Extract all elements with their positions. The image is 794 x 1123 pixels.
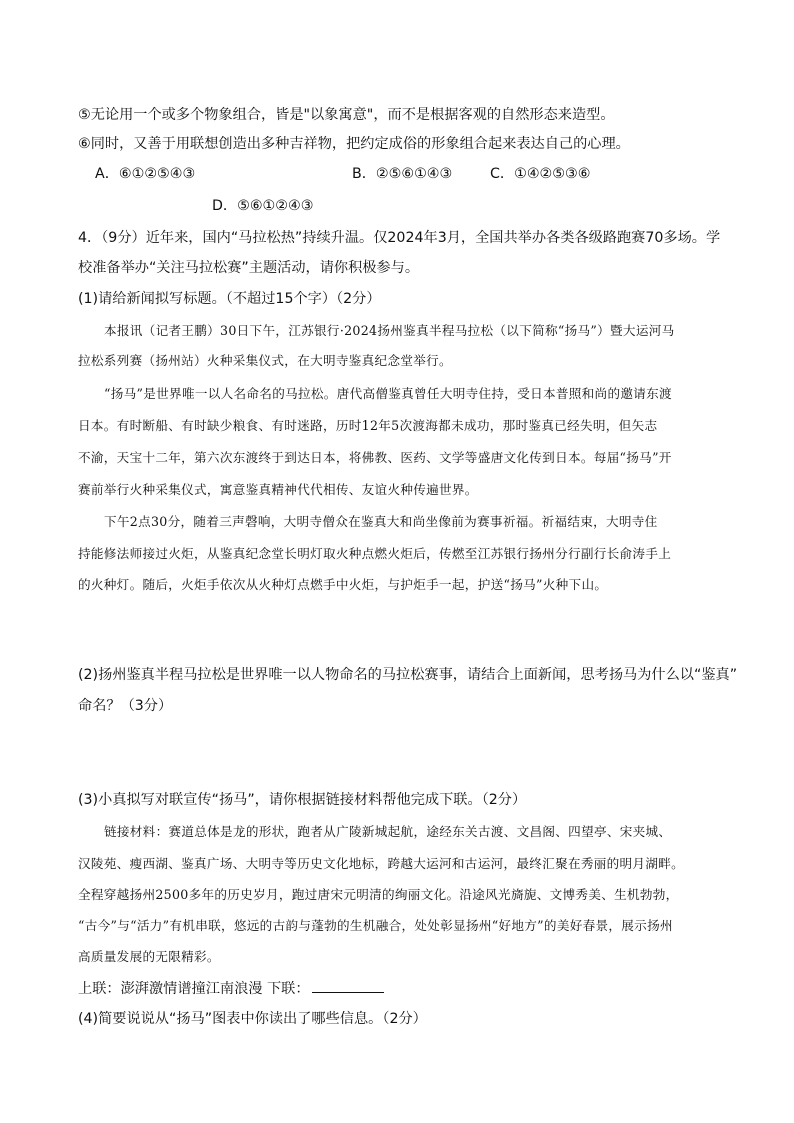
- answer-blank[interactable]: [312, 979, 384, 993]
- news-paragraph: 拉松系列赛（扬州站）火种采集仪式，在大明寺鉴真纪念堂举行。: [78, 353, 452, 368]
- link-material: 汉陵苑、瘦西湖、鉴真广场、大明寺等历史文化地标，跨越大运河和古运河，最终汇聚在秀丽的明月湖畔。: [78, 856, 685, 871]
- link-material: 高质量发展的无限精彩。: [78, 949, 220, 964]
- news-paragraph: 赛前举行火种采集仪式，寓意鉴真精神代代相传、友谊火种传遍世界。: [78, 482, 478, 497]
- news-paragraph: 持能修法师接过火炬，从鉴真纪念堂长明灯取火种点燃火炬后，传燃至江苏银行扬州分行副行长俞涛手上: [78, 546, 672, 561]
- sub-question-1: (1)请给新闻拟写标题。（不超过15个字）（2分）: [78, 291, 381, 307]
- couplet-text: 上联：澎湃激情谱撞江南浪漫 下联：: [78, 981, 310, 997]
- option-b: B．②⑤⑥①④③: [352, 166, 453, 182]
- news-paragraph: “扬马”是世界唯一以人名命名的马拉松。唐代高僧鉴真曾任大明寺住持，受日本普照和尚的邀请东渡: [104, 386, 672, 401]
- question-4-intro-cont: 校准备举办“关注马拉松赛”主题活动，请你积极参与。: [78, 260, 420, 276]
- statement-6: ⑥同时，又善于用联想创造出多种吉祥物，把约定成俗的形象组合起来表达自己的心理。: [78, 136, 630, 152]
- statement-5: ⑤无论用一个或多个物象组合，皆是"以象寓意"，而不是根据客观的自然形态来造型。: [78, 107, 615, 123]
- option-a: A．⑥①②⑤④③: [95, 166, 196, 182]
- couplet-line: [78, 979, 384, 998]
- option-c: C．①④②⑤③⑥: [490, 166, 591, 182]
- option-d: D．⑤⑥①②④③: [212, 198, 314, 214]
- question-4-intro: 4．（9分）近年来，国内“马拉松热”持续升温。仅2024年3月，全国共举办各类各级路跑赛70多场。学: [78, 230, 721, 246]
- link-material: “古今”与“活力”有机串联，悠远的古韵与蓬勃的生机融合，处处彰显扬州“好地方”的美好春景，展示扬州: [78, 918, 673, 933]
- news-paragraph: 本报讯（记者王鹏）30日下午，江苏银行·2024扬州鉴真半程马拉松（以下简称“扬马”）暨大运河马: [104, 323, 675, 338]
- news-paragraph: 日本。有时断船、有时缺少粮食、有时迷路，历时12年5次渡海都未成功，那时鉴真已经失明，但矢志: [78, 418, 658, 433]
- news-paragraph: 的火种灯。随后，火炬手依次从火种灯点燃手中火炬，与护炬手一起，护送“扬马”火种下山。: [78, 577, 608, 592]
- sub-question-3: (3)小真拟写对联宣传“扬马”，请你根据链接材料帮他完成下联。（2分）: [78, 792, 527, 808]
- sub-question-4: (4)简要说说从“扬马”图表中你读出了哪些信息。（2分）: [78, 1011, 427, 1027]
- news-paragraph: 不渝，天宝十二年，第六次东渡终于到达日本，将佛教、医药、文学等盛唐文化传到日本。每届“扬马”开: [78, 450, 672, 465]
- sub-question-2-cont: 命名？（3分）: [78, 698, 173, 714]
- link-material: 全程穿越扬州2500多年的历史岁月，跑过唐宋元明清的绚丽文化。沿途风光旖旎、文博秀美、生机勃勃，: [78, 887, 679, 902]
- sub-question-2: (2)扬州鉴真半程马拉松是世界唯一以人物命名的马拉松赛事，请结合上面新闻，思考扬马为什么以“鉴真”: [78, 667, 738, 683]
- news-paragraph: 下午2点30分，随着三声磬响，大明寺僧众在鉴真大和尚坐像前为赛事祈福。祈福结束，大明寺住: [104, 514, 658, 529]
- link-material: 链接材料：赛道总体是龙的形状，跑者从广陵新城起航，途经东关古渡、文昌阁、四望亭、宋夹城、: [104, 824, 672, 839]
